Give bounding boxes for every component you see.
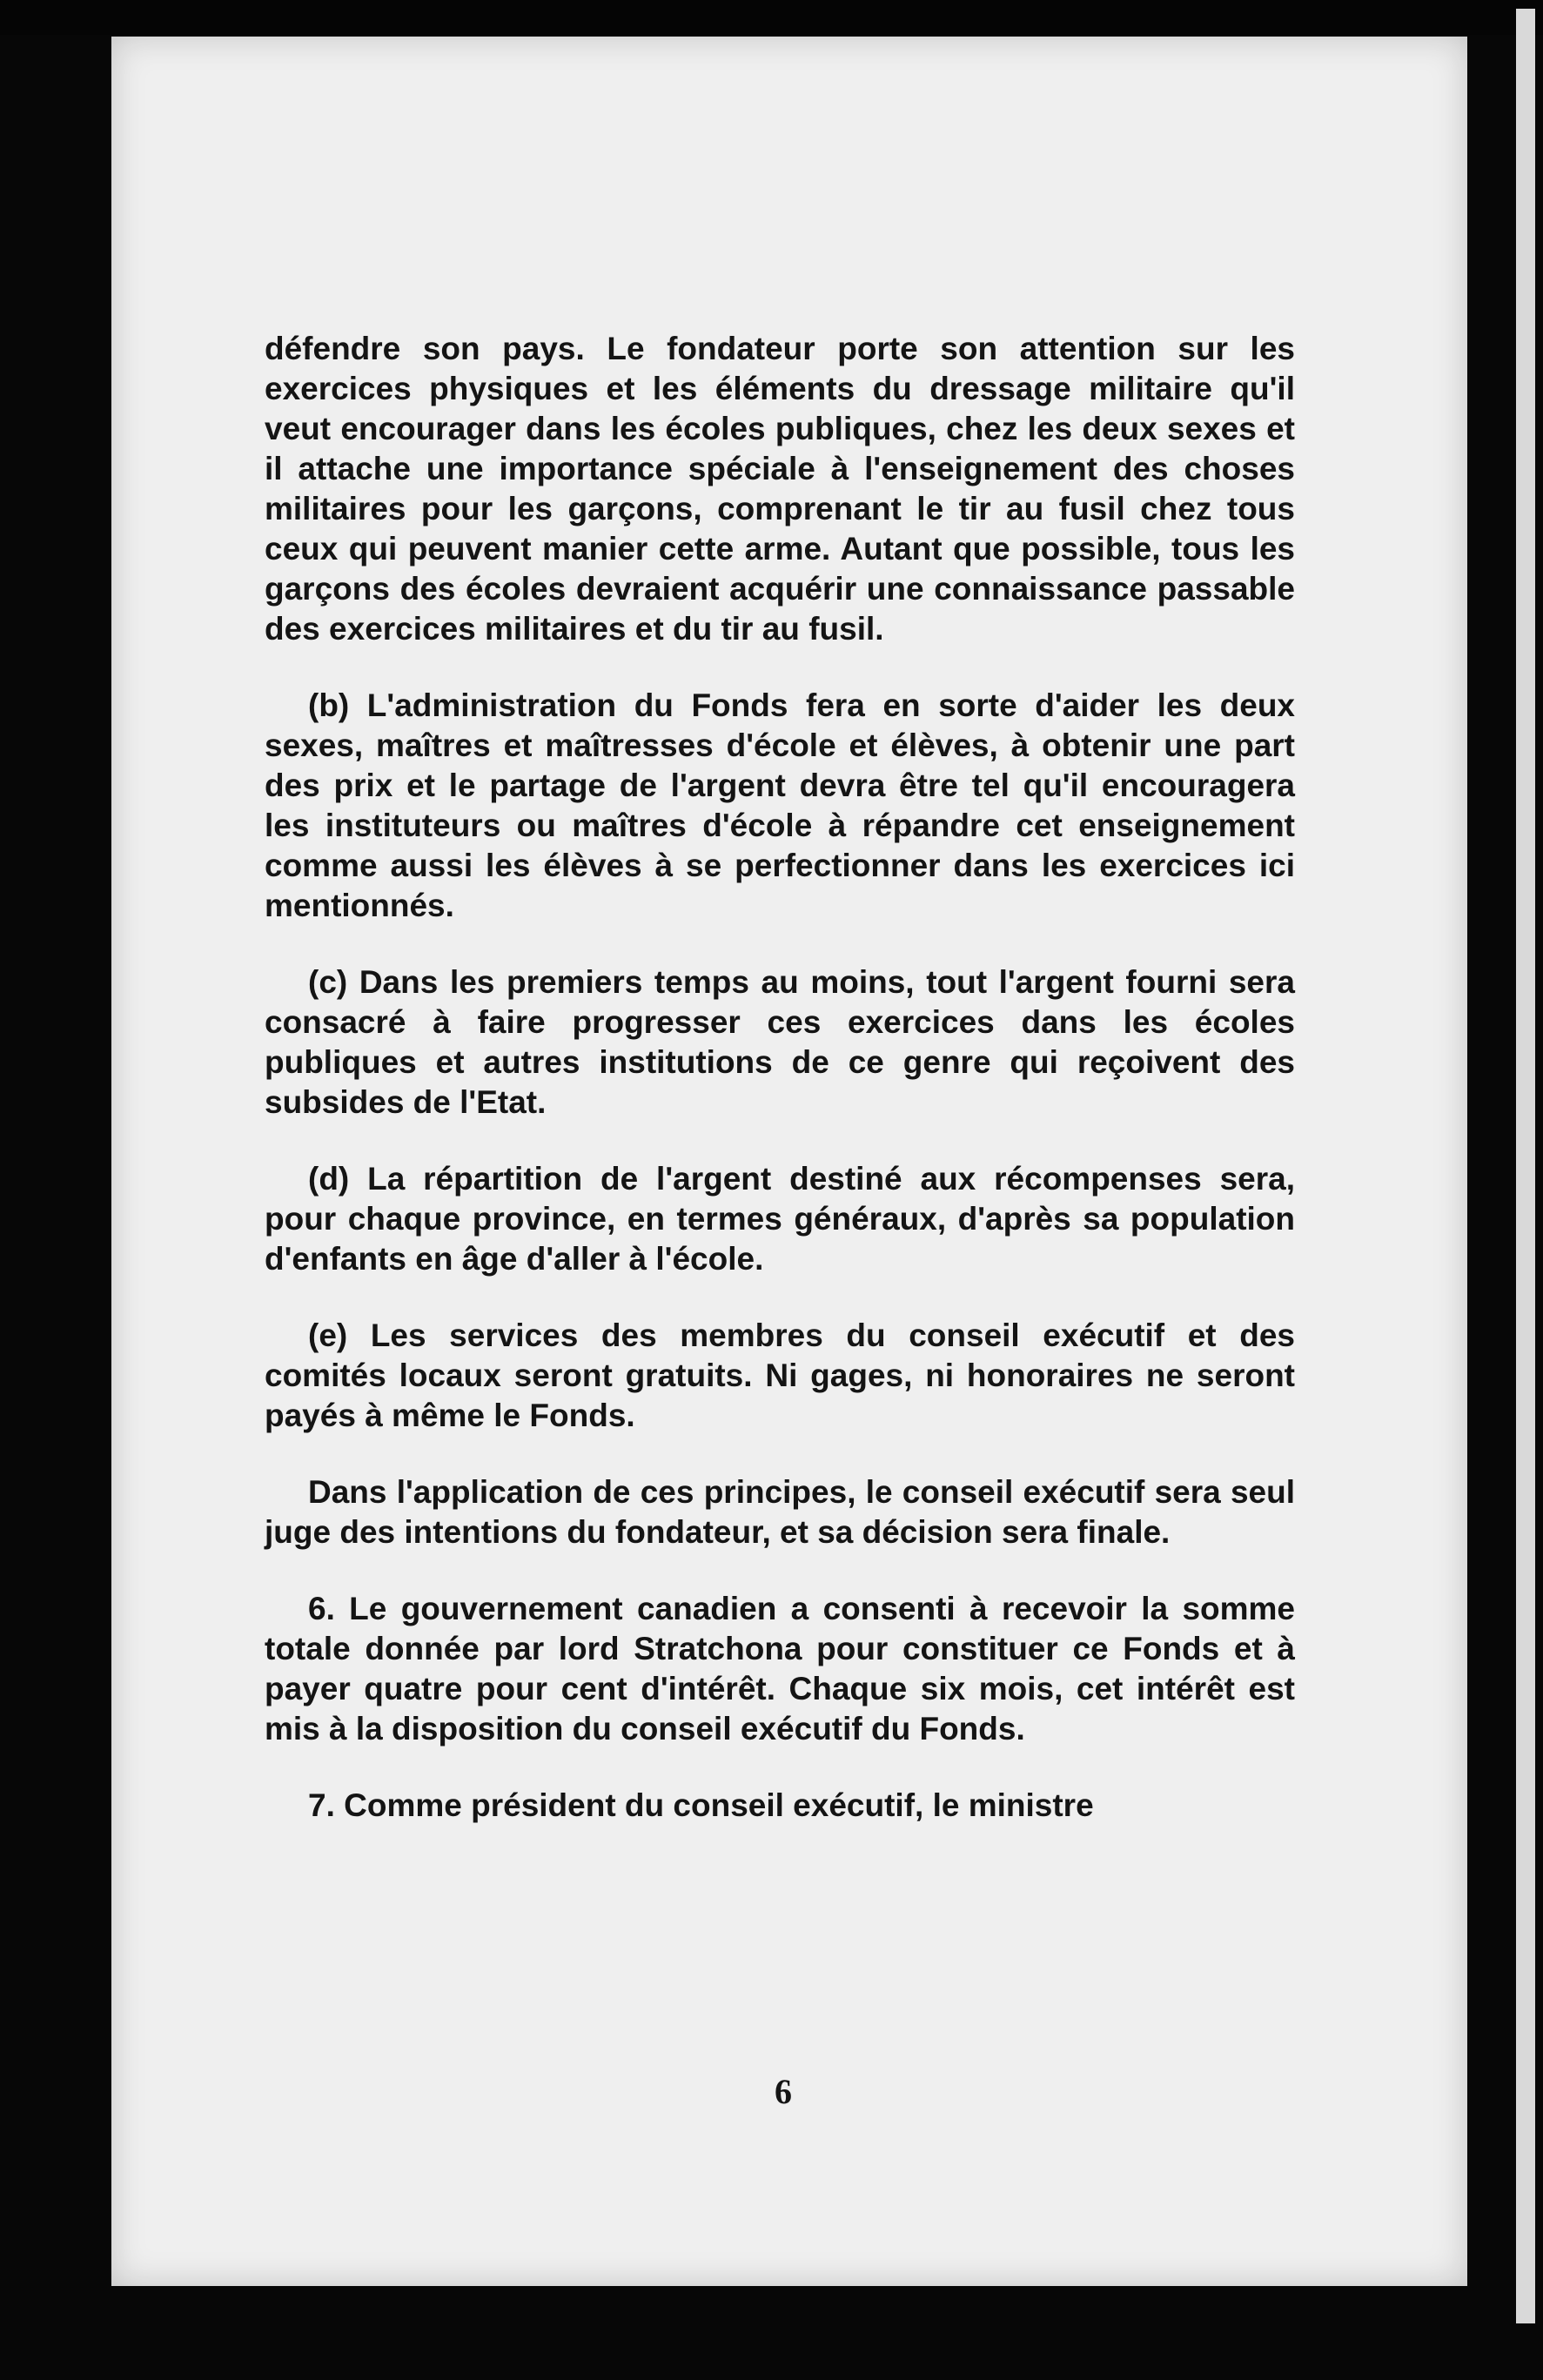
- paragraph-e: (e) Les services des membres du conseil exécutif et des comités locaux seront gratuits. Ni gages, ni honoraires ne seront payés à même le Fonds.: [265, 1317, 1295, 1433]
- adjacent-page-edge: [1516, 9, 1535, 2323]
- paragraph-b: (b) L'administration du Fonds fera en sorte d'aider les deux sexes, maîtres et maîtresses d'école et élèves, à obtenir une part des prix et le partage de l'argent devra être tel qu'il encouragera les instituteurs ou maîtres d'école à répandre cet enseignement comme aussi les élèves à se perfectionner dans les exercices ici mentionnés.: [265, 687, 1295, 923]
- paragraph-d: (d) La répartition de l'argent destiné aux récompenses sera, pour chaque province, en termes généraux, d'après sa population d'enfants en âge d'aller à l'école.: [265, 1161, 1295, 1277]
- page-number: 6: [775, 2072, 792, 2111]
- scan-border: [0, 0, 1543, 35]
- paragraph-principles: Dans l'application de ces principes, le conseil exécutif sera seul juge des intentions du fondateur, et sa décision sera finale.: [265, 1474, 1295, 1550]
- paragraph-continuation: défendre son pays. Le fondateur porte son attention sur les exercices physiques et les éléments du dressage militaire qu'il veut encourager dans les écoles publiques, chez les deux sexes et il attache une importance spéciale à l'enseignement des choses militaires pour les garçons, comprenant le tir au fusil chez tous ceux qui peuvent manier cette arme. Autant que possible, tous les garçons des écoles devraient acquérir une connaissance passable des exercices militaires et du tir au fusil.: [265, 331, 1295, 647]
- paragraph-c: (c) Dans les premiers temps au moins, tout l'argent fourni sera consacré à faire progresser ces exercices dans les écoles publiques et autres institutions de ce genre qui reçoivent des subsides de l'Etat.: [265, 964, 1295, 1120]
- paragraph-6: 6. Le gouvernement canadien a consenti à recevoir la somme totale donnée par lord Stratchona pour constituer ce Fonds et à payer quatre pour cent d'intérêt. Chaque six mois, cet intérêt est mis à la disposition du conseil exécutif du Fonds.: [265, 1591, 1295, 1746]
- paragraph-7: 7. Comme président du conseil exécutif, le ministre: [308, 1787, 1094, 1823]
- body-text: [265, 329, 1295, 1826]
